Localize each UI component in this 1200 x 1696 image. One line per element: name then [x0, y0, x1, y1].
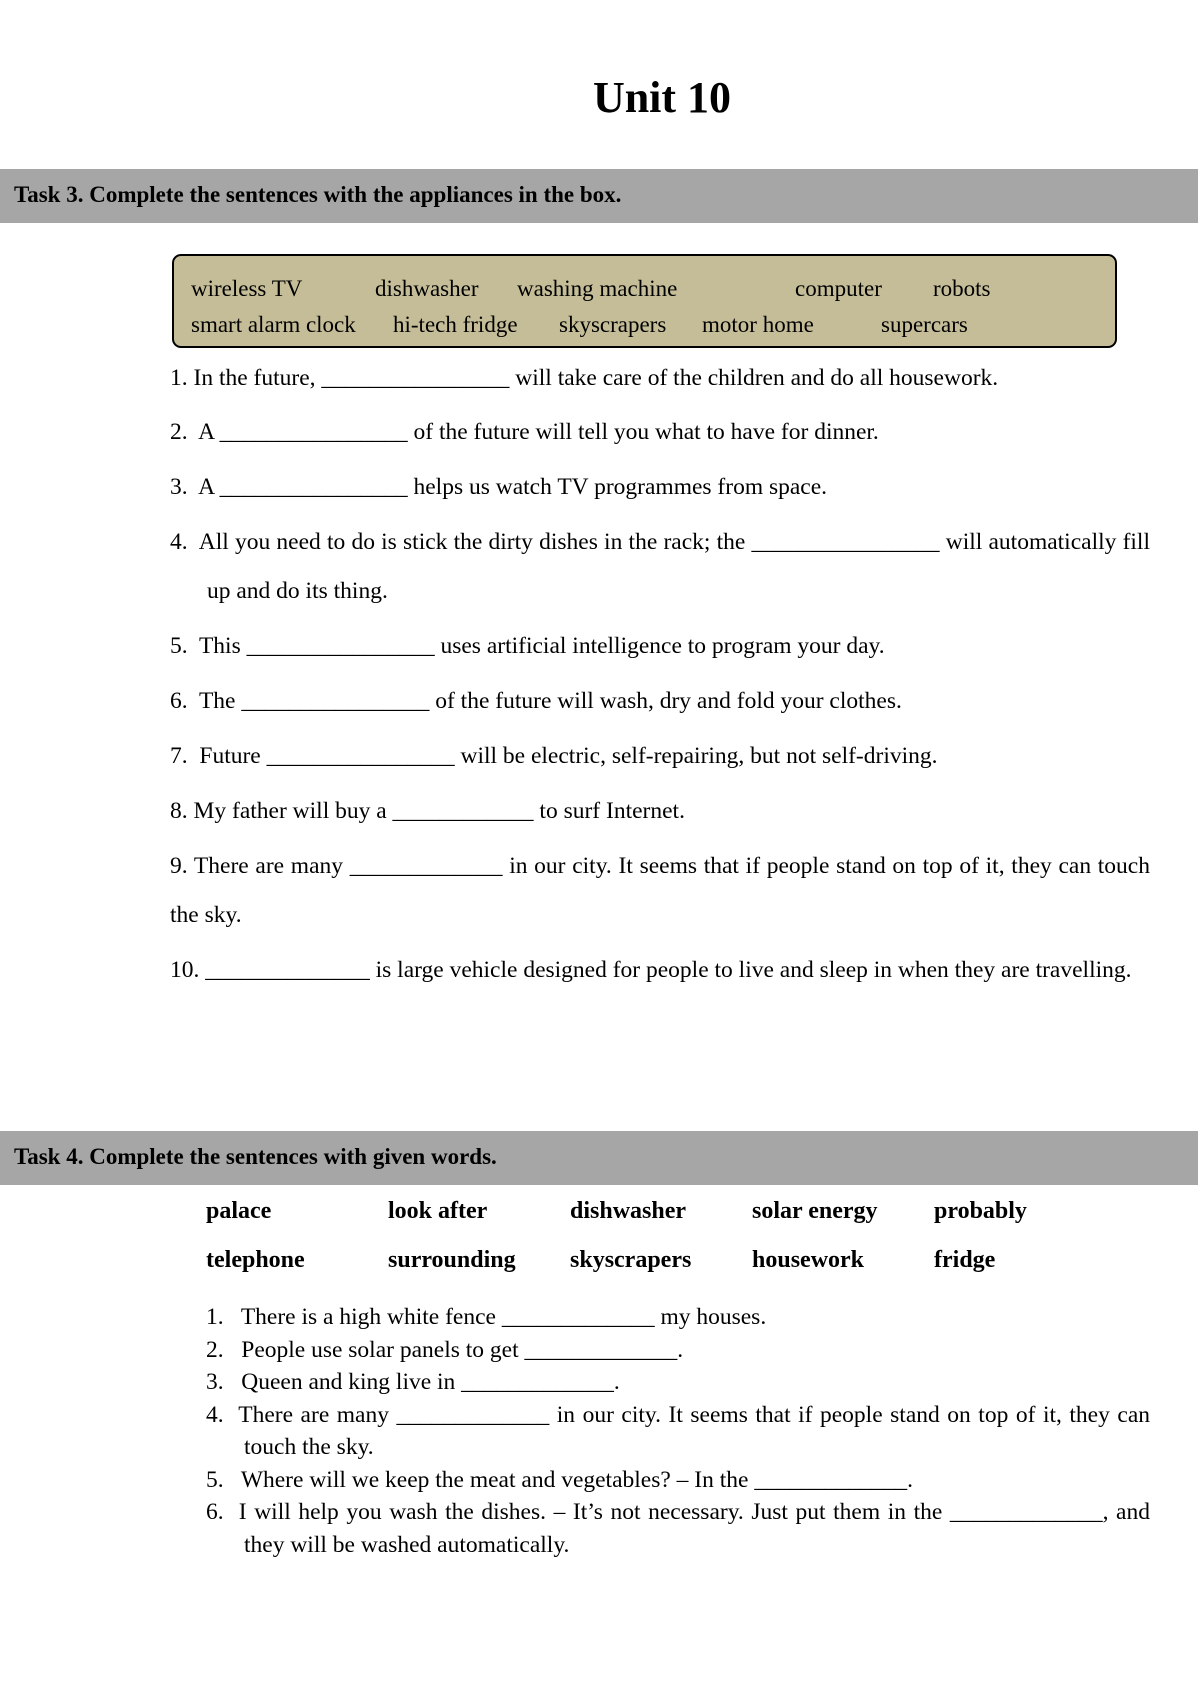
given-word: housework — [752, 1247, 865, 1273]
task4-header-band — [0, 1131, 1198, 1185]
given-word: fridge — [934, 1247, 996, 1273]
box-word: wireless TV — [191, 276, 303, 301]
exercise-item: 6. I will help you wash the dishes. – It’s not necessary. Just put them in the _____________, and they will be washed automatically. — [206, 1499, 1150, 1558]
exercise-item: 9. There are many _____________ in our city. It seems that if people stand on top of it, they can touch the sky. — [170, 853, 1150, 928]
given-word: probably — [934, 1198, 1027, 1224]
exercise-item: 1. There is a high white fence _____________ my houses. — [206, 1304, 767, 1330]
exercise-item: 2. People use solar panels to get _____________. — [206, 1336, 684, 1363]
exercise-item: 7. Future ________________ will be electric, self-repairing, but not self-driving. — [170, 743, 938, 769]
task3-exercise-list — [170, 354, 1150, 995]
box-word: skyscrapers — [559, 312, 667, 337]
exercise-item: 10. ______________ is large vehicle designed for people to live and sleep in when they are travelling. — [170, 957, 1132, 983]
exercise-item: 2. A ________________ of the future will tell you what to have for dinner. — [170, 419, 879, 445]
task3-heading: Task 3. Complete the sentences with the appliances in the box. — [14, 182, 622, 207]
exercise-item: 1. In the future, ________________ will take care of the children and do all housework. — [170, 365, 999, 391]
task4-exercise-list — [206, 1301, 1150, 1561]
task4-heading: Task 4. Complete the sentences with given words. — [14, 1144, 497, 1169]
box-word: smart alarm clock — [191, 312, 356, 337]
given-word: look after — [388, 1198, 488, 1224]
given-word: skyscrapers — [570, 1247, 692, 1273]
exercise-item: 3. Queen and king live in _____________. — [206, 1369, 620, 1395]
exercise-item: 6. The ________________ of the future will wash, dry and fold your clothes. — [170, 688, 902, 714]
exercise-item: 4. There are many _____________ in our city. It seems that if people stand on top of it, they can touch the sky. — [206, 1401, 1150, 1460]
exercise-item: 8. My father will buy a ____________ to surf Internet. — [170, 798, 685, 824]
given-word: surrounding — [388, 1247, 516, 1273]
given-word: palace — [206, 1198, 272, 1224]
box-word: supercars — [881, 312, 968, 337]
exercise-item: 5. Where will we keep the meat and vegetables? – In the _____________. — [206, 1466, 913, 1493]
word-box — [172, 254, 1117, 348]
box-word: computer — [795, 276, 882, 301]
exercise-item: 4. All you need to do is stick the dirty dishes in the rack; the ________________ will automatically fill up and do its thing. — [170, 529, 1150, 604]
box-word: washing machine — [517, 276, 678, 301]
given-word: dishwasher — [570, 1198, 687, 1224]
box-word: motor home — [702, 312, 814, 337]
exercise-item: 3. A ________________ helps us watch TV programmes from space. — [170, 474, 828, 500]
box-word: robots — [933, 276, 991, 301]
exercise-item: 5. This ________________ uses artificial intelligence to program your day. — [170, 633, 885, 659]
box-word: hi-tech fridge — [393, 312, 518, 337]
given-word: telephone — [206, 1247, 305, 1273]
page-title: Unit 10 — [592, 73, 732, 122]
task3-header-band — [0, 169, 1198, 223]
given-word: solar energy — [752, 1198, 878, 1224]
box-word: dishwasher — [375, 276, 479, 301]
